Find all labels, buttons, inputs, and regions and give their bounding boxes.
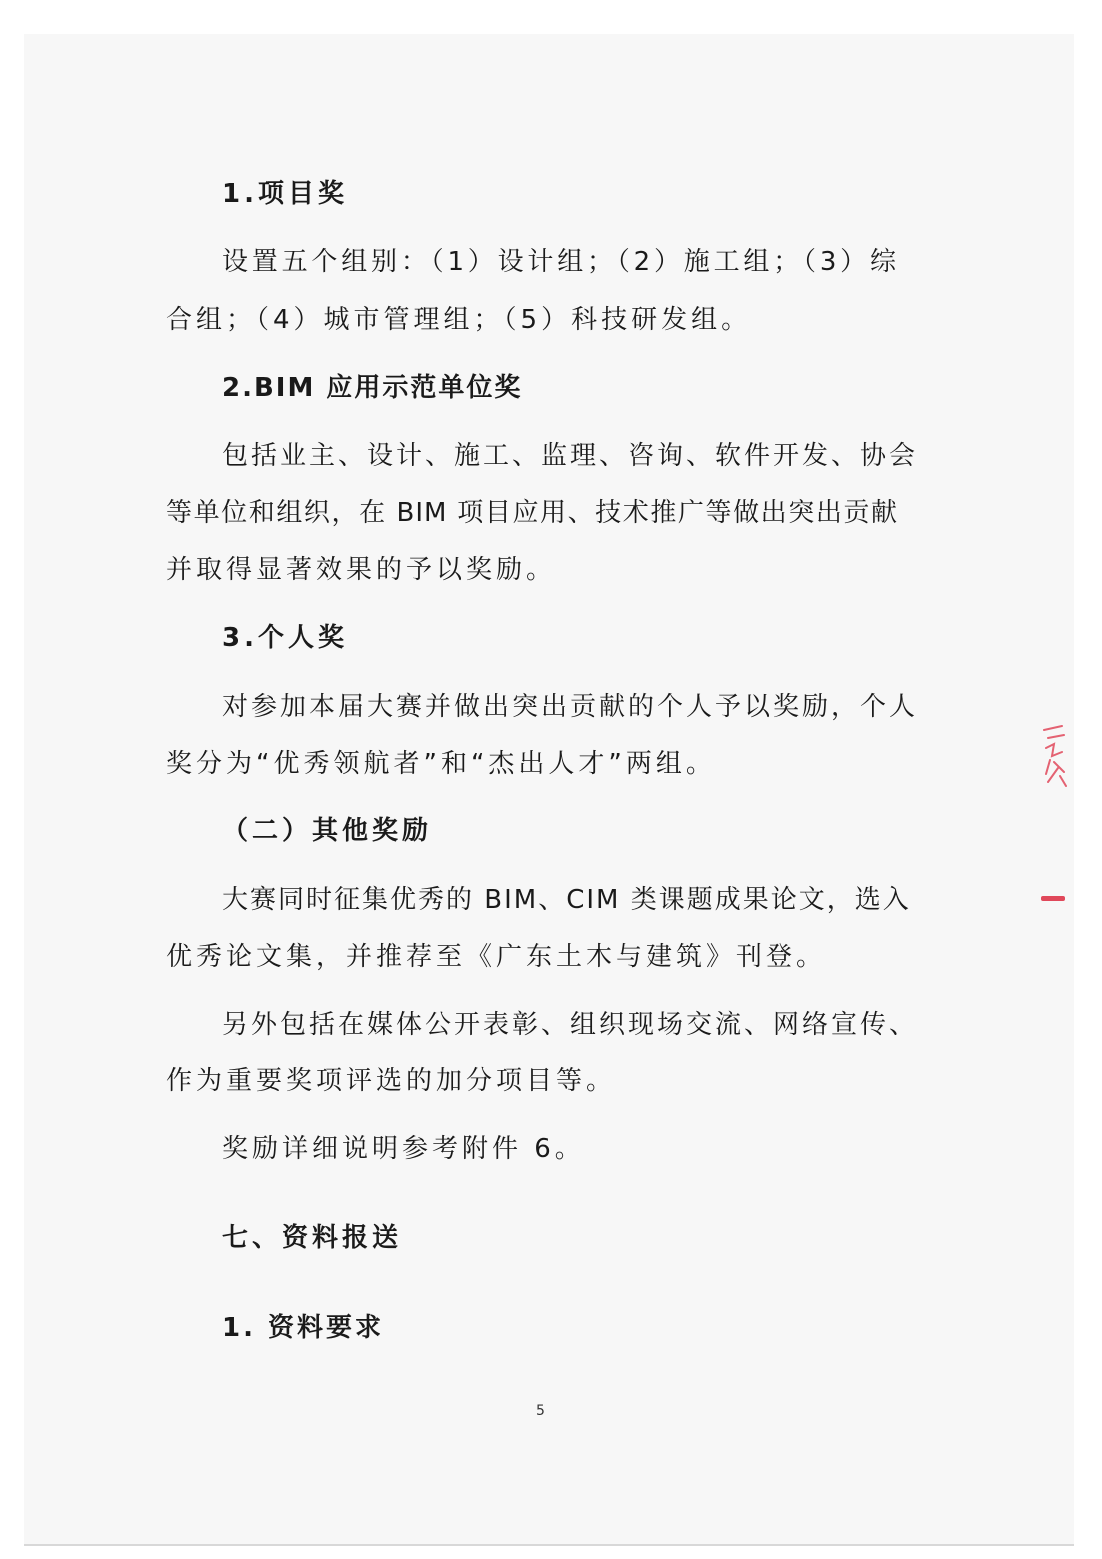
award-project-text-line-1: 设置五个组别：（1）设计组；（2）施工组；（3）综 xyxy=(222,247,899,277)
award-person-text-line-1: 对参加本届大赛并做出突出贡献的个人予以奖励，个人 xyxy=(222,692,919,722)
other-awards-text-line-1: 大赛同时征集优秀的 BIM、CIM 类课题成果论文，选入 xyxy=(222,885,911,915)
other-awards-text-line-5: 奖励详细说明参考附件 6。 xyxy=(222,1134,585,1164)
other-awards-heading: （二）其他奖励 xyxy=(222,816,433,846)
award-unit-text-line-2: 等单位和组织，在 BIM 项目应用、技术推广等做出突出贡献 xyxy=(166,498,898,528)
red-margin-dash-icon xyxy=(1041,896,1065,901)
red-seal-fragment-icon xyxy=(1040,722,1070,794)
material-requirements-heading: 1. 资料要求 xyxy=(222,1313,385,1343)
award-project-text-line-2: 合组；（4）城市管理组；（5）科技研发组。 xyxy=(166,305,752,335)
other-awards-text-line-3: 另外包括在媒体公开表彰、组织现场交流、网络宣传、 xyxy=(222,1010,919,1040)
other-awards-text-line-2: 优秀论文集，并推荐至《广东土木与建筑》刊登。 xyxy=(166,942,827,972)
award-unit-text-line-1: 包括业主、设计、施工、监理、咨询、软件开发、协会 xyxy=(222,441,919,471)
page-number: 5 xyxy=(536,1403,545,1419)
award-person-heading: 3.个人奖 xyxy=(222,623,348,653)
award-unit-text-line-3: 并取得显著效果的予以奖励。 xyxy=(166,555,557,585)
other-awards-text-line-4: 作为重要奖项评选的加分项目等。 xyxy=(166,1066,617,1096)
award-unit-heading: 2.BIM 应用示范单位奖 xyxy=(222,373,523,403)
page-bottom-edge xyxy=(24,1544,1074,1546)
award-project-heading: 1.项目奖 xyxy=(222,179,348,209)
section-seven-heading: 七、资料报送 xyxy=(222,1223,403,1253)
award-person-text-line-2: 奖分为“优秀领航者”和“杰出人才”两组。 xyxy=(166,749,716,779)
